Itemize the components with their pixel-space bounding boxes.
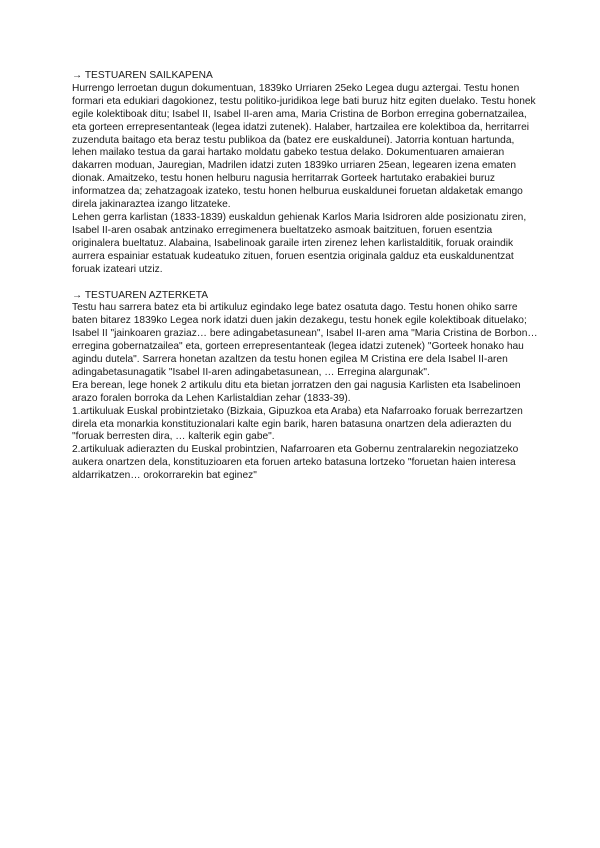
paragraph-classification-1: Hurrengo lerroetan dugun dokumentuan, 1839ko Urriaren 25eko Legea dugu aztergai. Testu honen formari eta edukiari dagokionez, testu politiko-juridikoa lege bati buruz hitz egiten duelako. Testu honek egile kolektiboak ditu; Isabel II, Isabel II-aren ama, Maria Cristina de Borbon erregina gobernatzailea, eta gorteen errepresentanteak (legea idatzi zutenek). Halaber, hartzailea ere kolektiboa da, herritarrei zuzenduta baitago eta beraz testu publikoa da (batez ere euskaldunei). Jatorria kontuan hartunda, lehen mailako testua da garai hartako moldatu gabeko testua delako. Dokumentuaren amaieran dakarren moduan, Jauregian, Madrilen idatzi zuten 1839ko urriaren 25ean, legearen izena ematen dionak. Amaitzeko, testu honen helburu nagusia herritarrak Gorteek hartutako erabakiei buruz informatzea da; zehatzagoak izateko, testu honen helburua euskaldunei foruetan aldaketak emango direla jakinaraztea izango litzateke. [72, 82, 536, 211]
paragraph-analysis-2: Era berean, lege honek 2 artikulu ditu eta bietan jorratzen den gai nagusia Karlisten eta Isabelinoen arazo foralen borroka da Lehen Karlistaldian zehar (1833-39). [72, 379, 521, 404]
section-gap [72, 277, 540, 290]
paragraph-analysis-1: Testu hau sarrera batez eta bi artikuluz egindako lege batez osatuta dago. Testu honen ohiko sarre baten bitarez 1839ko Legea nork idatzi duen jakin dezakegu, testu honek egile kolektiboak dituelako; Isabel II "jainkoaren graziaz… bere adingabetasunean", Isabel II-aren ama "Maria Cristina de Borbon… erregina gobernatzailea" eta, gorteen errepresentanteak (legea idatzi zutenek) "Gorteek honako hau agindu dutela". Sarrera honetan azaltzen da testu honen egilea M Cristina ere dela Isabel II-aren adingabetasunagatik "Isabel II-aren adingabetasunean, … Erregina alargunak". [72, 302, 538, 378]
document-page [72, 70, 540, 483]
paragraph-analysis-4: 2.artikuluak adierazten du Euskal probintzien, Nafarroaren eta Gobernu zentralarekin negoziatzeko aukera onartzen dela, konstituzioaren eta foruen arteko batasuna lortzeko "foruetan haien interesa aldarrikatzen… orokorrarekin bat eginez" [72, 444, 519, 482]
paragraph-classification-2: Lehen gerra karlistan (1833-1839) euskaldun gehienak Karlos Maria Isidroren alde posizionatu ziren, Isabel II-aren osabak antzinako erregimenera bueltatzeko asmoak baitzituen, foruen esentzia originalera bueltatuz. Alabaina, Isabelinoak garaile irten zirenez lehen karlistalditik, foruak oraindik aurrera espainiar estatuak kudeatuko zituen, foruen esentzia originala galduz eta euskaldunentzat foruak izateari utziz. [72, 211, 527, 275]
section-classification [72, 70, 540, 277]
section-analysis [72, 290, 540, 484]
paragraph-analysis-3: 1.artikuluak Euskal probintzietako (Bizkaia, Gipuzkoa eta Araba) eta Nafarroako foruak berrezartzen direla eta monarkia konstituzionalari kalte egin barik, haren batasuna onartzen dela adierazten du "foruak berresten dira, … kalterik egin gabe". [72, 405, 523, 443]
section-heading-classification: → TESTUAREN SAILKAPENA [72, 70, 213, 81]
section-heading-analysis: → TESTUAREN AZTERKETA [72, 289, 209, 301]
